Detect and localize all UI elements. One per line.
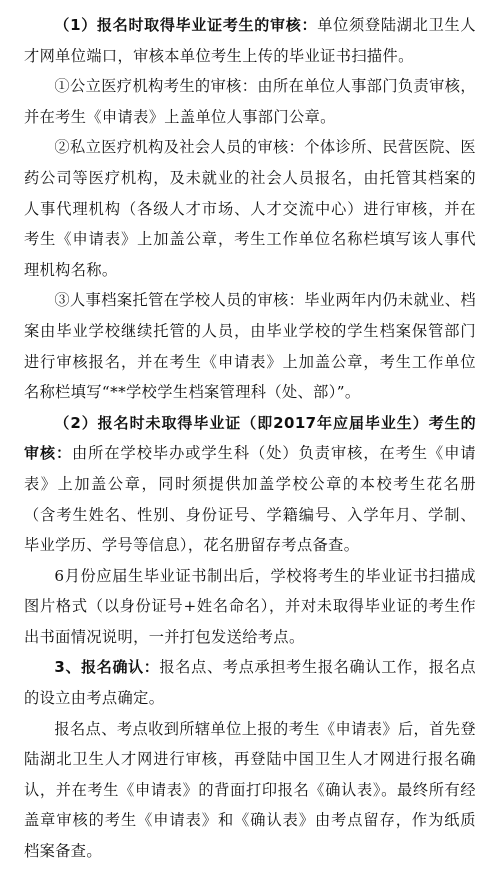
paragraph-private-medical-institution xyxy=(24,132,476,285)
paragraph-text: ①公立医疗机构考生的审核：由所在单位人事部门负责审核，并在考生《申请表》上盖单位人事部门公章。 xyxy=(24,77,476,126)
paragraph-verification-without-diploma xyxy=(24,408,476,561)
paragraph-school-archive-custody xyxy=(24,285,476,407)
heading-registration-confirmation: 3、报名确认： xyxy=(54,658,160,677)
paragraph-text: 单位须登陆湖北卫生人才网单位端口，审核本单位考生上传的毕业证书扫描件。 xyxy=(24,16,476,65)
paragraph-text: 报名点、考点收到所辖单位上报的考生《申请表》后，首先登陆湖北卫生人才网进行审核，再登陆中国卫生人才网进行报名确认，并在考生《申请表》的背面打印报名《确认表》。最终所有经盖章审核的考生《申请表》和《确认表》由考点留存，作为纸质档案备查。 xyxy=(24,719,476,861)
paragraph-text: 6月份应届生毕业证书制出后，学校将考生的毕业证书扫描成图片格式（以身份证号+姓名命名），并对未取得毕业证的考生作出书面情况说明，一并打包发送给考点。 xyxy=(24,566,476,646)
paragraph-verification-with-diploma xyxy=(24,10,476,71)
paragraph-registration-confirmation xyxy=(24,652,476,713)
paragraph-public-medical-institution xyxy=(24,71,476,132)
paragraph-text: ③人事档案托管在学校人员的审核：毕业两年内仍未就业、档案由毕业学校继续托管的人员，由毕业学校的学生档案保管部门进行审核报名，并在考生《申请表》上加盖公章，考生工作单位名称栏填写“**学校学生档案管理科（处、部）”。 xyxy=(24,291,476,402)
paragraph-text: ②私立医疗机构及社会人员的审核：个体诊所、民营医院、医药公司等医疗机构，及未就业的社会人员报名，由托管其档案的人事代理机构（各级人才市场、人才交流中心）进行审核，并在考生《申请表》上加盖公章，考生工作单位名称栏填写该人事代理机构名称。 xyxy=(24,138,476,279)
heading-verification-without-diploma: （2）报名时未取得毕业证（即2017年应届毕业生）考生的审核： xyxy=(24,413,476,463)
paragraph-june-diploma xyxy=(24,561,476,653)
heading-verification-with-diploma: （1）报名时取得毕业证考生的审核： xyxy=(54,16,318,34)
paragraph-confirmation-procedure xyxy=(24,714,476,867)
paragraph-text: 报名点、考点承担考生报名确认工作，报名点的设立由考点确定。 xyxy=(24,658,477,708)
paragraph-text: 由所在学校毕办或学生科（处）负责审核，在考生《申请表》上加盖公章，同时须提供加盖学校公章的本校考生花名册（含考生姓名、性别、身份证号、学籍编号、入学年月、学制、毕业学历、学号等信息），花名册留存考点备查。 xyxy=(24,444,477,555)
